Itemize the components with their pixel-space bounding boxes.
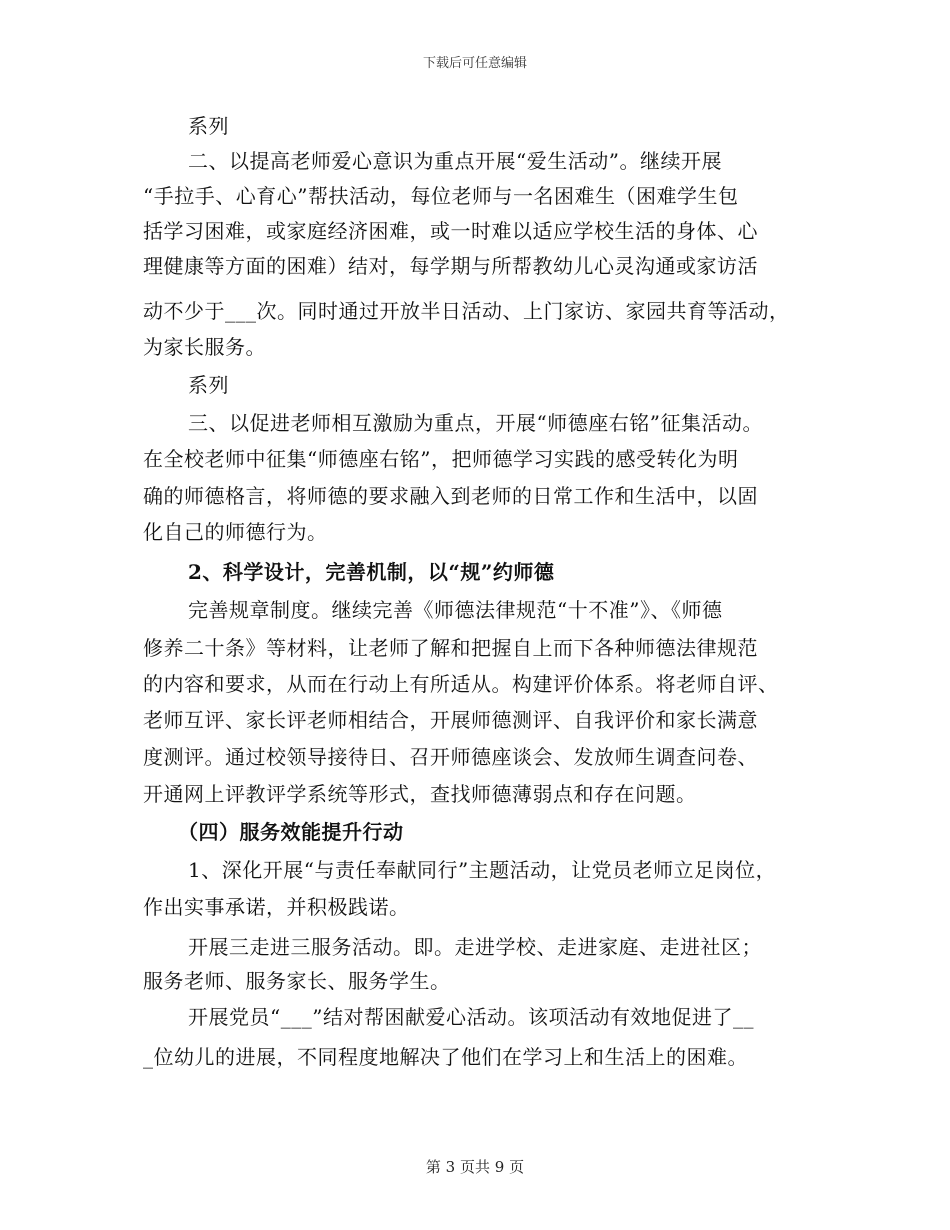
body-line: _位幼儿的进展，不同程度地解决了他们在学习上和生活上的困难。 <box>143 1045 748 1069</box>
body-line: 理健康等方面的困难）结对，每学期与所帮教幼儿心灵沟通或家访活 <box>143 254 758 278</box>
body-line: 三、以促进老师相互激励为重点，开展“师德座右铭”征集活动。 <box>188 411 763 435</box>
body-line: 系列 <box>188 114 229 138</box>
page-header: 下载后可任意编辑 <box>422 56 527 71</box>
body-line: 的内容和要求，从而在行动上有所适从。构建评价体系。将老师自评、 <box>143 672 779 696</box>
body-line: “手拉手、心育心”帮扶活动，每位老师与一名困难生（困难学生包 <box>143 184 739 208</box>
body-line: 1、深化开展“与责任奉献同行”主题活动，让党员老师立足岗位， <box>188 858 777 882</box>
body-line: 老师互评、家长评老师相结合，开展师德测评、自我评价和家长满意 <box>143 708 758 732</box>
body-line: 服务老师、服务家长、服务学生。 <box>143 969 451 993</box>
body-line: 二、以提高老师爱心意识为重点开展“爱生活动”。继续开展 <box>188 149 722 173</box>
body-line: 确的师德格言，将师德的要求融入到老师的日常工作和生活中，以固 <box>143 484 758 508</box>
body-line: 开展三走进三服务活动。即。走进学校、走进家庭、走进社区； <box>188 935 762 959</box>
section-heading: （四）服务效能提升行动 <box>178 820 404 844</box>
body-line: 括学习困难，或家庭经济困难，或一时难以适应学校生活的身体、心 <box>143 219 758 243</box>
body-line: 开展党员“___”结对帮困献爱心活动。该项活动有效地促进了__ <box>188 1005 754 1029</box>
section-heading: 2、科学设计，完善机制，以“规”约师德 <box>188 560 555 584</box>
body-line: 动不少于___次。同时通过开放半日活动、上门家访、家园共育等活动， <box>143 299 790 323</box>
page-number: 第 3 页共 9 页 <box>425 1158 525 1176</box>
body-line: 系列 <box>188 373 229 397</box>
body-line: 在全校老师中征集“师德座右铭”，把师德学习实践的感受转化为明 <box>143 447 739 471</box>
body-line: 开通网上评教评学系统等形式，查找师德薄弱点和存在问题。 <box>143 782 697 806</box>
body-line: 度测评。通过校领导接待日、召开师德座谈会、发放师生调查问卷、 <box>143 745 758 769</box>
body-line: 完善规章制度。继续完善《师德法律规范“十不准”》、《师德 <box>188 598 723 622</box>
body-line: 化自己的师德行为。 <box>143 520 328 544</box>
body-line: 作出实事承诺，并积极践诺。 <box>143 895 410 919</box>
body-line: 为家长服务。 <box>143 335 266 359</box>
body-line: 修养二十条》等材料，让老师了解和把握自上而下各种师德法律规范 <box>143 636 758 660</box>
